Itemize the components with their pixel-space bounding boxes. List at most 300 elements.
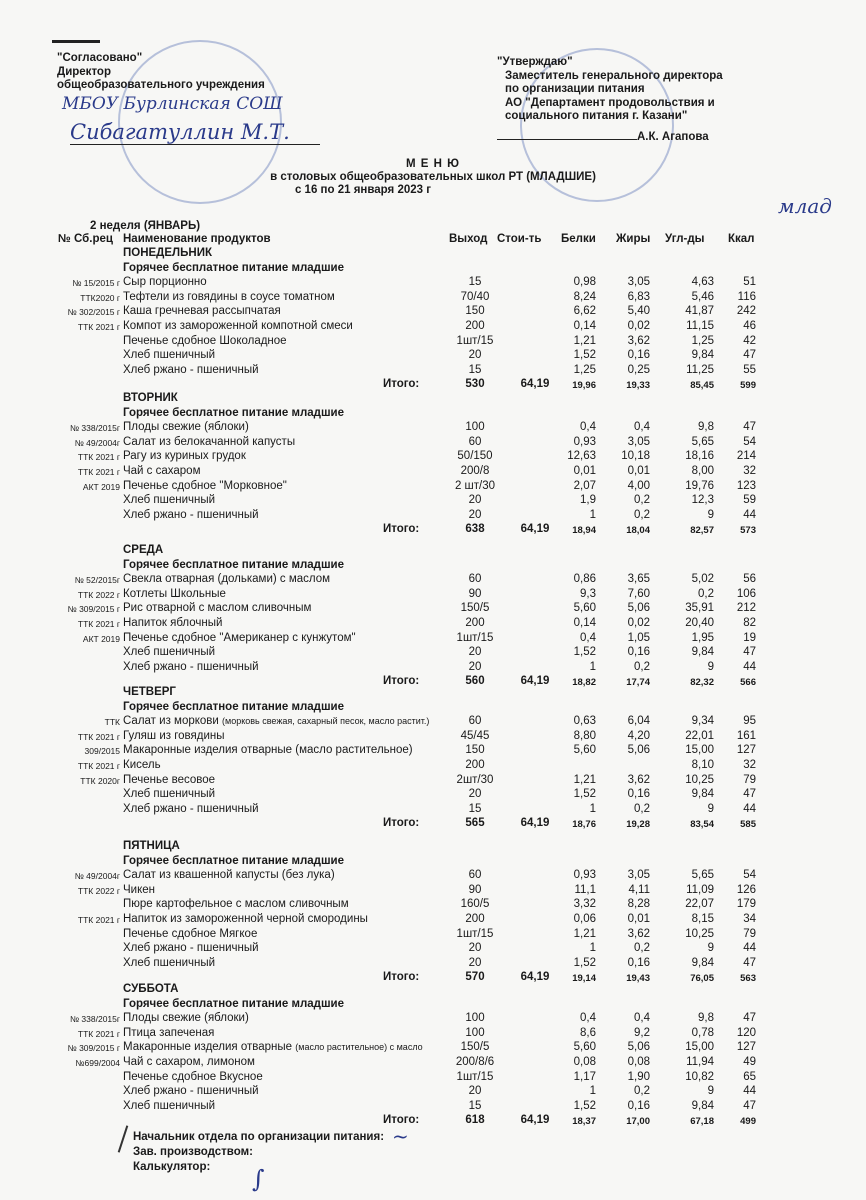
protein-value: 1,21 xyxy=(573,773,596,786)
dish-name-text: Хлеб ржано - пшеничный xyxy=(123,942,259,955)
fat-value: 0,2 xyxy=(634,1085,650,1098)
portion-weight: 90 xyxy=(468,883,482,896)
kcal-value: 54 xyxy=(743,435,756,448)
recipe-code: ТТК 2020г xyxy=(80,775,120,786)
carbs-value: 8,15 xyxy=(691,913,714,925)
total-protein: 19,96 xyxy=(572,380,596,392)
dish-name xyxy=(123,1100,215,1112)
kcal-value: 34 xyxy=(743,913,756,925)
kcal-value: 106 xyxy=(736,587,756,600)
table-row xyxy=(0,942,866,957)
fat-value: 5,06 xyxy=(627,1041,650,1054)
meal-type-label: Горячее бесплатное питание младшие xyxy=(123,406,345,419)
dish-name xyxy=(123,1027,214,1039)
kcal-value: 44 xyxy=(743,942,756,955)
carbs-value: 0,2 xyxy=(698,587,714,600)
dish-name xyxy=(123,898,349,910)
header-rule xyxy=(52,40,100,43)
carbs-value: 9,84 xyxy=(691,349,714,362)
day-total-row xyxy=(0,523,866,538)
meal-subtitle xyxy=(0,998,866,1013)
total-cost: 64,19 xyxy=(520,817,550,830)
total-weight: 638 xyxy=(465,523,485,536)
portion-weight: 45/45 xyxy=(460,729,490,742)
dish-name-text: Печенье сдобное Мягкое xyxy=(123,927,258,940)
meal-type-label: Горячее бесплатное питание младшие xyxy=(123,854,345,867)
recipe-code: ТТК 2021 г xyxy=(77,467,120,477)
document-title xyxy=(0,158,866,197)
recipe-code: АКТ 2019 xyxy=(82,481,120,492)
kcal-value: 116 xyxy=(737,290,756,303)
dish-name-text: Пюре картофельное с маслом сливочным xyxy=(123,898,349,911)
total-kcal: 599 xyxy=(740,380,756,392)
recipe-code: № 338/2015г xyxy=(69,423,120,434)
dish-name-text: Хлеб ржано - пшеничный xyxy=(123,660,259,673)
table-row xyxy=(0,1012,866,1027)
table-row xyxy=(0,617,866,632)
portion-weight: 60 xyxy=(468,869,482,882)
fat-value: 0,01 xyxy=(627,913,650,925)
carbs-value: 10,82 xyxy=(685,1070,714,1083)
footer-signature-1: ~ xyxy=(392,1124,409,1148)
kcal-value: 214 xyxy=(736,450,756,463)
protein-value: 1,52 xyxy=(573,349,596,362)
dish-name xyxy=(123,744,413,756)
portion-weight: 20 xyxy=(468,494,482,507)
footer-calculator: Калькулятор: xyxy=(133,1161,211,1173)
portion-weight: 15 xyxy=(468,276,482,289)
protein-value: 0,06 xyxy=(573,913,596,925)
table-row xyxy=(0,803,866,818)
recipe-code: ТТК 2021 г xyxy=(77,915,120,925)
portion-weight: 100 xyxy=(465,421,485,434)
carbs-value: 9 xyxy=(707,508,714,521)
protein-value: 1,52 xyxy=(573,1099,596,1112)
table-row xyxy=(0,788,866,803)
dish-name xyxy=(123,320,353,332)
fat-value: 3,05 xyxy=(627,869,650,882)
recipe-code: АКТ 2019 xyxy=(82,633,120,644)
table-row xyxy=(0,928,866,943)
dish-name xyxy=(123,715,429,727)
total-weight: 560 xyxy=(465,675,485,688)
meal-type-label: Горячее бесплатное питание младшие xyxy=(123,261,345,274)
recipe-code: № 52/2015г xyxy=(74,575,120,586)
col-fat-header: Жиры xyxy=(616,233,651,245)
fat-value: 4,00 xyxy=(627,479,650,492)
portion-weight: 150/5 xyxy=(460,1041,490,1054)
dish-name xyxy=(123,588,226,600)
protein-value: 1,21 xyxy=(573,927,596,940)
total-kcal: 563 xyxy=(740,973,756,985)
total-fat: 19,28 xyxy=(626,819,650,831)
carbs-value: 9,84 xyxy=(691,1099,714,1112)
fat-value: 5,40 xyxy=(627,305,650,318)
dish-name-text: Хлеб пшеничный xyxy=(123,956,216,969)
carbs-value: 12,3 xyxy=(691,494,714,507)
fat-value: 0,16 xyxy=(627,1099,650,1112)
protein-value: 1,21 xyxy=(573,334,596,347)
signer-line xyxy=(497,131,709,145)
director-signature: Сибагатуллин М.Т. xyxy=(70,120,320,145)
kcal-value: 126 xyxy=(736,883,756,896)
portion-weight: 15 xyxy=(468,363,482,376)
title-menu: М Е Н Ю xyxy=(406,158,460,170)
margin-handwritten-note: млад xyxy=(778,194,832,218)
dish-name xyxy=(123,364,259,376)
recipe-code: ТТК 2021 г xyxy=(77,761,120,771)
dish-name xyxy=(123,788,215,800)
footer-head-of-catering: Начальник отдела по организации питания: xyxy=(133,1131,385,1143)
kcal-value: 46 xyxy=(743,320,756,332)
dish-name xyxy=(123,349,215,361)
institution-label: общеобразовательного учреждения xyxy=(57,79,265,91)
meal-type-label: Горячее бесплатное питание младшие xyxy=(123,997,345,1010)
protein-value: 0,14 xyxy=(573,617,596,629)
protein-value: 0,14 xyxy=(573,320,596,332)
day-heading xyxy=(0,247,866,262)
recipe-code: 309/2015 xyxy=(84,746,120,757)
kcal-value: 59 xyxy=(743,494,756,507)
kcal-value: 47 xyxy=(743,349,756,362)
dish-name-text: Печенье сдобное "Морковное" xyxy=(123,479,287,492)
carbs-value: 5,65 xyxy=(691,435,714,448)
protein-value: 1 xyxy=(589,660,596,673)
fat-value: 0,2 xyxy=(634,942,650,955)
table-row xyxy=(0,1071,866,1086)
dish-name-text: Салат из белокачанной капусты xyxy=(123,435,296,448)
fat-value: 3,05 xyxy=(627,276,650,289)
total-carbs: 82,57 xyxy=(690,525,714,537)
fat-value: 0,16 xyxy=(627,788,650,801)
day-name: ПЯТНИЦА xyxy=(123,840,180,852)
recipe-code: ТТК 2022 г xyxy=(77,885,120,896)
dish-name-text: Кисель xyxy=(123,759,161,771)
protein-value: 0,4 xyxy=(580,1012,596,1025)
col-kcal-header: Ккал xyxy=(728,233,755,245)
meal-type-label: Горячее бесплатное питание младшие xyxy=(123,558,345,571)
total-label: Итого: xyxy=(383,378,420,391)
total-kcal: 573 xyxy=(740,525,756,537)
table-row xyxy=(0,1056,866,1071)
portion-weight: 200 xyxy=(465,320,485,332)
recipe-code: ТТК 2021 г xyxy=(77,322,120,332)
carbs-value: 0,78 xyxy=(691,1026,714,1039)
kcal-value: 54 xyxy=(743,869,756,882)
table-row xyxy=(0,715,866,730)
protein-value: 5,60 xyxy=(573,602,596,615)
fat-value: 7,60 xyxy=(627,587,650,600)
day-total-row xyxy=(0,378,866,393)
col-code-header: № Сб.рец xyxy=(58,233,113,245)
dish-name xyxy=(123,1056,255,1068)
table-row xyxy=(0,1027,866,1042)
table-row xyxy=(0,364,866,379)
kcal-value: 47 xyxy=(743,1099,756,1112)
carbs-value: 9 xyxy=(707,660,714,673)
table-row xyxy=(0,335,866,350)
portion-weight: 1шт/15 xyxy=(456,1070,494,1083)
recipe-code: ТТК 2021 г xyxy=(77,1028,120,1039)
dish-name-text: Хлеб ржано - пшеничный xyxy=(123,508,259,521)
dish-name xyxy=(123,1012,249,1024)
table-row xyxy=(0,494,866,509)
company-label-2: социального питания г. Казани" xyxy=(505,110,688,122)
total-weight: 618 xyxy=(465,1114,485,1127)
dish-name xyxy=(123,957,215,969)
total-cost: 64,19 xyxy=(520,378,550,391)
day-name: ЧЕТВЕРГ xyxy=(123,686,176,698)
recipe-code: № 49/2004г xyxy=(74,871,120,882)
col-out-header: Выход xyxy=(449,233,488,245)
col-cost-header: Стои-ть xyxy=(497,233,542,245)
kcal-value: 47 xyxy=(743,1012,756,1025)
day-heading xyxy=(0,544,866,559)
kcal-value: 82 xyxy=(743,617,756,629)
kcal-value: 179 xyxy=(736,898,756,911)
dish-name xyxy=(123,276,207,288)
day-name: СУББОТА xyxy=(123,983,179,995)
protein-value: 1,17 xyxy=(573,1070,596,1083)
table-row xyxy=(0,509,866,524)
company-label-1: АО "Департамент продовольствия и xyxy=(505,96,715,109)
dish-name xyxy=(123,759,161,771)
protein-value: 1,52 xyxy=(573,788,596,801)
kcal-value: 56 xyxy=(743,573,756,586)
deputy-label: Заместитель генерального директора xyxy=(505,69,723,82)
total-fat: 18,04 xyxy=(626,525,650,537)
carbs-value: 11,09 xyxy=(686,883,714,896)
protein-value: 3,32 xyxy=(573,898,596,911)
protein-value: 0,63 xyxy=(573,715,596,728)
table-row xyxy=(0,573,866,588)
total-label: Итого: xyxy=(383,817,420,830)
table-row xyxy=(0,730,866,745)
carbs-value: 9 xyxy=(707,942,714,955)
total-protein: 18,94 xyxy=(572,525,596,537)
carbs-value: 9,84 xyxy=(691,646,714,659)
carbs-value: 11,94 xyxy=(686,1056,714,1068)
protein-value: 0,4 xyxy=(580,421,596,434)
kcal-value: 47 xyxy=(743,421,756,434)
catering-label: по организации питания xyxy=(505,83,645,95)
dish-name xyxy=(123,661,259,673)
protein-value: 8,80 xyxy=(573,729,596,742)
table-row xyxy=(0,869,866,884)
table-row xyxy=(0,480,866,495)
dish-name xyxy=(123,436,295,448)
kcal-value: 32 xyxy=(743,465,756,477)
fat-value: 0,16 xyxy=(627,956,650,969)
table-row xyxy=(0,898,866,913)
portion-weight: 20 xyxy=(468,508,482,521)
footer-production-head: Зав. производством: xyxy=(133,1146,253,1158)
dish-name xyxy=(123,335,287,347)
total-kcal: 566 xyxy=(740,677,756,689)
portion-weight: 20 xyxy=(468,788,482,801)
carbs-value: 15,00 xyxy=(685,1041,714,1054)
fat-value: 0,25 xyxy=(627,363,650,376)
protein-value: 2,07 xyxy=(573,479,596,492)
protein-value: 0,98 xyxy=(573,276,596,289)
table-row xyxy=(0,884,866,899)
kcal-value: 44 xyxy=(743,660,756,673)
carbs-value: 9,84 xyxy=(691,788,714,801)
table-row xyxy=(0,759,866,774)
kcal-value: 65 xyxy=(743,1070,756,1083)
agreed-title: "Согласовано" xyxy=(57,52,143,64)
dish-name-text: Хлеб ржано - пшеничный xyxy=(123,802,259,815)
portion-weight: 20 xyxy=(468,349,482,362)
total-label: Итого: xyxy=(383,1114,420,1127)
dish-name xyxy=(123,803,259,815)
fat-value: 4,11 xyxy=(628,883,650,896)
dish-name xyxy=(123,646,215,658)
portion-weight: 60 xyxy=(468,435,482,448)
total-protein: 18,76 xyxy=(572,819,596,831)
kcal-value: 95 xyxy=(743,715,756,728)
dish-name xyxy=(123,573,330,585)
portion-weight: 70/40 xyxy=(460,290,490,303)
carbs-value: 1,95 xyxy=(691,631,714,644)
dish-name-text: Макаронные изделия отварные (масло растительное) xyxy=(123,744,413,757)
portion-weight: 15 xyxy=(468,1099,482,1112)
portion-weight: 1шт/15 xyxy=(456,334,494,347)
kcal-value: 123 xyxy=(736,479,756,492)
col-prot-header: Белки xyxy=(561,233,596,245)
dish-name-text: Свекла отварная (дольками) с маслом xyxy=(123,573,331,586)
total-weight: 530 xyxy=(465,378,485,391)
week-label: 2 неделя (ЯНВАРЬ) xyxy=(90,220,201,232)
portion-weight: 50/150 xyxy=(457,450,493,463)
recipe-code: № 302/2015 г xyxy=(67,307,120,318)
dish-name xyxy=(123,480,287,492)
dish-name-text: Напиток из замороженной черной смородины xyxy=(123,913,368,925)
dish-name-text: Печенье весовое xyxy=(123,773,216,786)
kcal-value: 127 xyxy=(736,1041,756,1054)
fat-value: 3,62 xyxy=(627,773,650,786)
fat-value: 10,18 xyxy=(621,450,650,463)
dish-name-text: Чай с сахаром xyxy=(123,465,201,477)
day-name: ПОНЕДЕЛЬНИК xyxy=(123,247,212,259)
table-row xyxy=(0,744,866,759)
table-row xyxy=(0,276,866,291)
protein-value: 8,6 xyxy=(580,1026,596,1039)
dish-note: (морковь свежая, сахарный песок, масло растит.) xyxy=(222,716,430,727)
meal-subtitle xyxy=(0,559,866,574)
dish-name xyxy=(123,928,257,940)
dish-name-text: Сыр порционно xyxy=(123,276,207,289)
portion-weight: 100 xyxy=(465,1012,485,1025)
title-subtitle: в столовых общеобразовательных школ РТ (МЛАДШИЕ) xyxy=(270,171,596,183)
table-row xyxy=(0,421,866,436)
protein-value: 1,9 xyxy=(580,494,596,507)
fat-value: 0,2 xyxy=(634,494,650,507)
dish-name-text: Хлеб пшеничный xyxy=(123,646,216,659)
kcal-value: 120 xyxy=(736,1026,756,1039)
total-kcal: 585 xyxy=(740,819,756,831)
portion-weight: 100 xyxy=(465,1026,485,1039)
table-row xyxy=(0,291,866,306)
carbs-value: 9,8 xyxy=(698,1012,714,1025)
dish-name-text: Тефтели из говядины в соусе томатном xyxy=(123,290,335,303)
fat-value: 1,90 xyxy=(627,1070,650,1083)
protein-value: 1 xyxy=(589,802,596,815)
dish-name-text: Каша гречневая рассыпчатая xyxy=(123,305,281,318)
total-carbs: 67,18 xyxy=(690,1116,714,1128)
kcal-value: 19 xyxy=(743,631,756,644)
total-cost: 64,19 xyxy=(520,523,550,536)
table-row xyxy=(0,349,866,364)
recipe-code: № 15/2015 г xyxy=(72,278,120,289)
table-header xyxy=(0,233,866,248)
recipe-code: ТТК xyxy=(104,717,120,728)
dish-name xyxy=(123,465,201,477)
approval-right-block xyxy=(497,56,723,124)
table-row xyxy=(0,646,866,661)
recipe-code: № 338/2015г xyxy=(69,1014,120,1025)
portion-weight: 20 xyxy=(468,646,482,659)
day-heading xyxy=(0,840,866,855)
meal-subtitle xyxy=(0,701,866,716)
recipe-code: № 309/2015 г xyxy=(67,1043,120,1054)
col-name-header: Наименование продуктов xyxy=(123,233,271,245)
carbs-value: 9,34 xyxy=(691,715,714,728)
fat-value: 1,05 xyxy=(627,631,650,644)
meal-subtitle xyxy=(0,855,866,870)
total-carbs: 83,54 xyxy=(690,819,714,831)
day-name: СРЕДА xyxy=(123,544,164,556)
portion-weight: 60 xyxy=(468,715,482,728)
dish-name-text: Хлеб пшеничный xyxy=(123,349,216,362)
protein-value: 1 xyxy=(589,508,596,521)
fat-value: 8,28 xyxy=(627,898,650,911)
dish-name xyxy=(123,421,249,433)
total-label: Итого: xyxy=(383,523,420,536)
dish-name-text: Компот из замороженной компотной смеси xyxy=(123,320,353,332)
protein-value: 1,25 xyxy=(573,363,596,376)
portion-weight: 20 xyxy=(468,956,482,969)
kcal-value: 47 xyxy=(743,646,756,659)
recipe-code: № 309/2015 г xyxy=(67,604,120,615)
table-row xyxy=(0,632,866,647)
dish-name xyxy=(123,632,356,644)
portion-weight: 200 xyxy=(465,913,485,925)
dish-name xyxy=(123,305,281,317)
fat-value: 4,20 xyxy=(627,729,650,742)
kcal-value: 51 xyxy=(743,276,756,289)
table-row xyxy=(0,450,866,465)
protein-value: 0,4 xyxy=(580,631,596,644)
carbs-value: 19,76 xyxy=(685,479,714,492)
kcal-value: 47 xyxy=(743,788,756,801)
fat-value: 5,06 xyxy=(627,602,650,615)
dish-name-text: Печенье сдобное Вкусное xyxy=(123,1070,263,1083)
recipe-code: ТТК 2022 г xyxy=(77,589,120,600)
dish-name-text: Рагу из куриных грудок xyxy=(123,450,246,463)
dish-name-text: Хлеб ржано - пшеничный xyxy=(123,1085,259,1098)
dish-name xyxy=(123,774,215,786)
total-weight: 565 xyxy=(465,817,485,830)
portion-weight: 160/5 xyxy=(460,898,490,911)
carbs-value: 11,25 xyxy=(686,363,714,376)
portion-weight: 2 шт/30 xyxy=(454,479,496,492)
table-row xyxy=(0,320,866,335)
protein-value: 5,60 xyxy=(573,744,596,757)
carbs-value: 11,15 xyxy=(686,320,714,332)
dish-name-text: Печенье сдобное Шоколадное xyxy=(123,334,287,347)
table-row xyxy=(0,1100,866,1115)
